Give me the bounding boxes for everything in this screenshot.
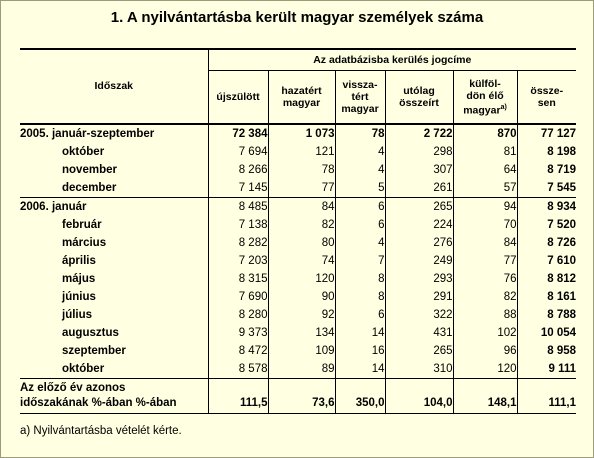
table-cell: 109	[268, 342, 335, 360]
table-cell: 1 073	[268, 124, 335, 143]
summary-cell: 111,1	[517, 378, 576, 413]
table-cell: 7 610	[547, 254, 577, 267]
table-cell: 82	[268, 216, 335, 234]
table-cell: 90	[268, 288, 335, 306]
table-cell: 84	[453, 234, 517, 252]
table-cell: 9 111	[548, 362, 577, 375]
table-cell: 14	[335, 360, 385, 379]
row-label: október	[20, 360, 208, 379]
column-header	[335, 71, 385, 124]
table-cell: 2 722	[385, 124, 453, 143]
table-row	[20, 288, 576, 306]
table-cell: 8 315	[208, 270, 268, 288]
column-header-line: újszülött	[216, 90, 260, 103]
row-label: június	[20, 288, 208, 306]
table-cell: 10 054	[540, 326, 577, 339]
table-cell: 7 145	[208, 179, 268, 198]
table-cell: 74	[268, 252, 335, 270]
table-cell: 78	[268, 161, 335, 179]
table-cell: 7 694	[208, 143, 268, 161]
row-label: február	[20, 216, 208, 234]
table-cell: 120	[268, 270, 335, 288]
column-header-line: utólag	[403, 84, 435, 97]
column-header	[385, 71, 453, 124]
table-cell: 8 788	[547, 308, 577, 321]
table-cell: 4	[335, 234, 385, 252]
table-cell: 8 958	[547, 344, 577, 357]
table-cell: 7	[335, 252, 385, 270]
table-cell: 9 373	[208, 324, 268, 342]
table-cell: 64	[453, 161, 517, 179]
table-cell: 77 127	[517, 124, 576, 143]
column-header-line: dön élő	[466, 89, 504, 102]
table-cell: 8	[335, 270, 385, 288]
table-cell: 8 280	[208, 306, 268, 324]
table-cell: 121	[268, 143, 335, 161]
table-title: 1. A nyilvántartásba került magyar személyek száma	[110, 9, 484, 26]
table-cell: 134	[268, 324, 335, 342]
footnote: a) Nyilvántartásba vételét kérte.	[20, 425, 182, 437]
column-header-line: összeírt	[399, 96, 439, 109]
table-cell: 8 161	[547, 290, 577, 303]
table-cell: 92	[268, 306, 335, 324]
table-cell: 322	[385, 306, 453, 324]
table-row	[20, 360, 576, 379]
table-cell: 6	[335, 306, 385, 324]
table-cell: 8 198	[547, 145, 577, 158]
table-cell: 8 726	[547, 236, 577, 249]
table-cell: 4	[335, 161, 385, 179]
table-cell: 7 138	[208, 216, 268, 234]
table-cell: 81	[453, 143, 517, 161]
table-cell: 82	[453, 288, 517, 306]
column-header-line: tért	[351, 90, 369, 103]
row-label: március	[20, 234, 208, 252]
table-cell: 78	[335, 124, 385, 143]
column-header-line: sen	[537, 96, 556, 109]
table-cell: 89	[268, 360, 335, 379]
table-cell: 8 282	[208, 234, 268, 252]
column-header-line: össze-	[530, 84, 564, 97]
table-cell: 8	[335, 288, 385, 306]
footnote-marker: a)	[500, 103, 507, 111]
row-label: szeptember	[20, 342, 208, 360]
table-cell: 276	[385, 234, 453, 252]
table-row	[20, 324, 576, 342]
table-row	[20, 161, 576, 179]
column-header	[517, 71, 576, 124]
table-cell: 8 719	[547, 163, 577, 176]
table-cell: 96	[453, 342, 517, 360]
table-cell: 120	[453, 360, 517, 379]
summary-cell: 73,6	[268, 378, 335, 413]
table-cell: 8 472	[208, 342, 268, 360]
row-label: december	[20, 179, 208, 198]
table-row	[20, 197, 576, 216]
table-cell: 8 812	[547, 272, 577, 285]
table-row	[20, 124, 576, 143]
table-cell: 88	[453, 306, 517, 324]
column-header-line: külföl-	[469, 77, 501, 90]
table-row	[20, 179, 576, 198]
table-cell: 4	[335, 143, 385, 161]
table-cell: 293	[385, 270, 453, 288]
table-cell: 298	[385, 143, 453, 161]
table-cell: 431	[385, 324, 453, 342]
table-cell: 307	[385, 161, 453, 179]
column-header	[453, 71, 517, 124]
table-cell: 57	[453, 179, 517, 198]
summary-label	[20, 378, 208, 413]
row-label: 2005. január-szeptember	[20, 124, 208, 143]
table-cell: 870	[453, 124, 517, 143]
row-label: október	[20, 143, 208, 161]
row-label: augusztus	[20, 324, 208, 342]
table-cell: 7 545	[547, 181, 577, 194]
table-cell: 7 690	[208, 288, 268, 306]
table-cell: 72 384	[208, 124, 268, 143]
summary-cell: 104,0	[385, 378, 453, 413]
table-cell: 7 203	[208, 252, 268, 270]
table-cell: 8 266	[208, 161, 268, 179]
table-row	[20, 342, 576, 360]
column-header	[208, 71, 268, 124]
table-row	[20, 143, 576, 161]
column-header-line: vissza-	[342, 78, 378, 91]
summary-row	[20, 378, 576, 413]
column-header-line: magyar	[282, 96, 321, 109]
table-row	[20, 306, 576, 324]
table-cell: 8 934	[517, 197, 576, 216]
summary-label-line: Az előző év azonos	[20, 381, 126, 394]
summary-cell: 350,0	[335, 378, 385, 413]
table-cell: 8 485	[208, 197, 268, 216]
table-row	[20, 252, 576, 270]
table-cell: 102	[453, 324, 517, 342]
table-cell: 261	[385, 179, 453, 198]
table-cell: 70	[453, 216, 517, 234]
row-label: július	[20, 306, 208, 324]
summary-label-line: időszakának %-ában %-ában	[20, 396, 177, 409]
table-cell: 76	[453, 270, 517, 288]
table-cell: 310	[385, 360, 453, 379]
table-cell: 6	[335, 216, 385, 234]
column-header-line: magyar	[463, 104, 501, 116]
table-cell: 80	[268, 234, 335, 252]
table-cell: 5	[335, 179, 385, 198]
table-cell: 265	[385, 197, 453, 216]
table-cell: 77	[268, 179, 335, 198]
table-cell: 16	[335, 342, 385, 360]
period-header: Időszak	[20, 49, 208, 124]
column-header	[268, 71, 335, 124]
table-cell: 249	[385, 252, 453, 270]
table-cell: 8 578	[208, 360, 268, 379]
group-header: Az adatbázisba kerülés jogcíme	[208, 49, 576, 71]
row-label: április	[20, 252, 208, 270]
summary-cell: 148,1	[453, 378, 517, 413]
table-cell: 291	[385, 288, 453, 306]
row-label: 2006. január	[20, 197, 208, 216]
table-row	[20, 270, 576, 288]
table-row	[20, 216, 576, 234]
row-label: május	[20, 270, 208, 288]
column-header-line: hazatért	[281, 84, 322, 97]
summary-cell: 111,5	[208, 378, 268, 413]
table-cell: 7 520	[547, 218, 577, 231]
table-row	[20, 234, 576, 252]
table-cell: 6	[335, 197, 385, 216]
table-cell: 14	[335, 324, 385, 342]
table-cell: 94	[453, 197, 517, 216]
data-table	[20, 48, 576, 414]
column-header-line: magyar	[341, 102, 379, 115]
table-cell: 77	[453, 252, 517, 270]
table-cell: 224	[385, 216, 453, 234]
table-cell: 265	[385, 342, 453, 360]
table-cell: 84	[268, 197, 335, 216]
row-label: november	[20, 161, 208, 179]
